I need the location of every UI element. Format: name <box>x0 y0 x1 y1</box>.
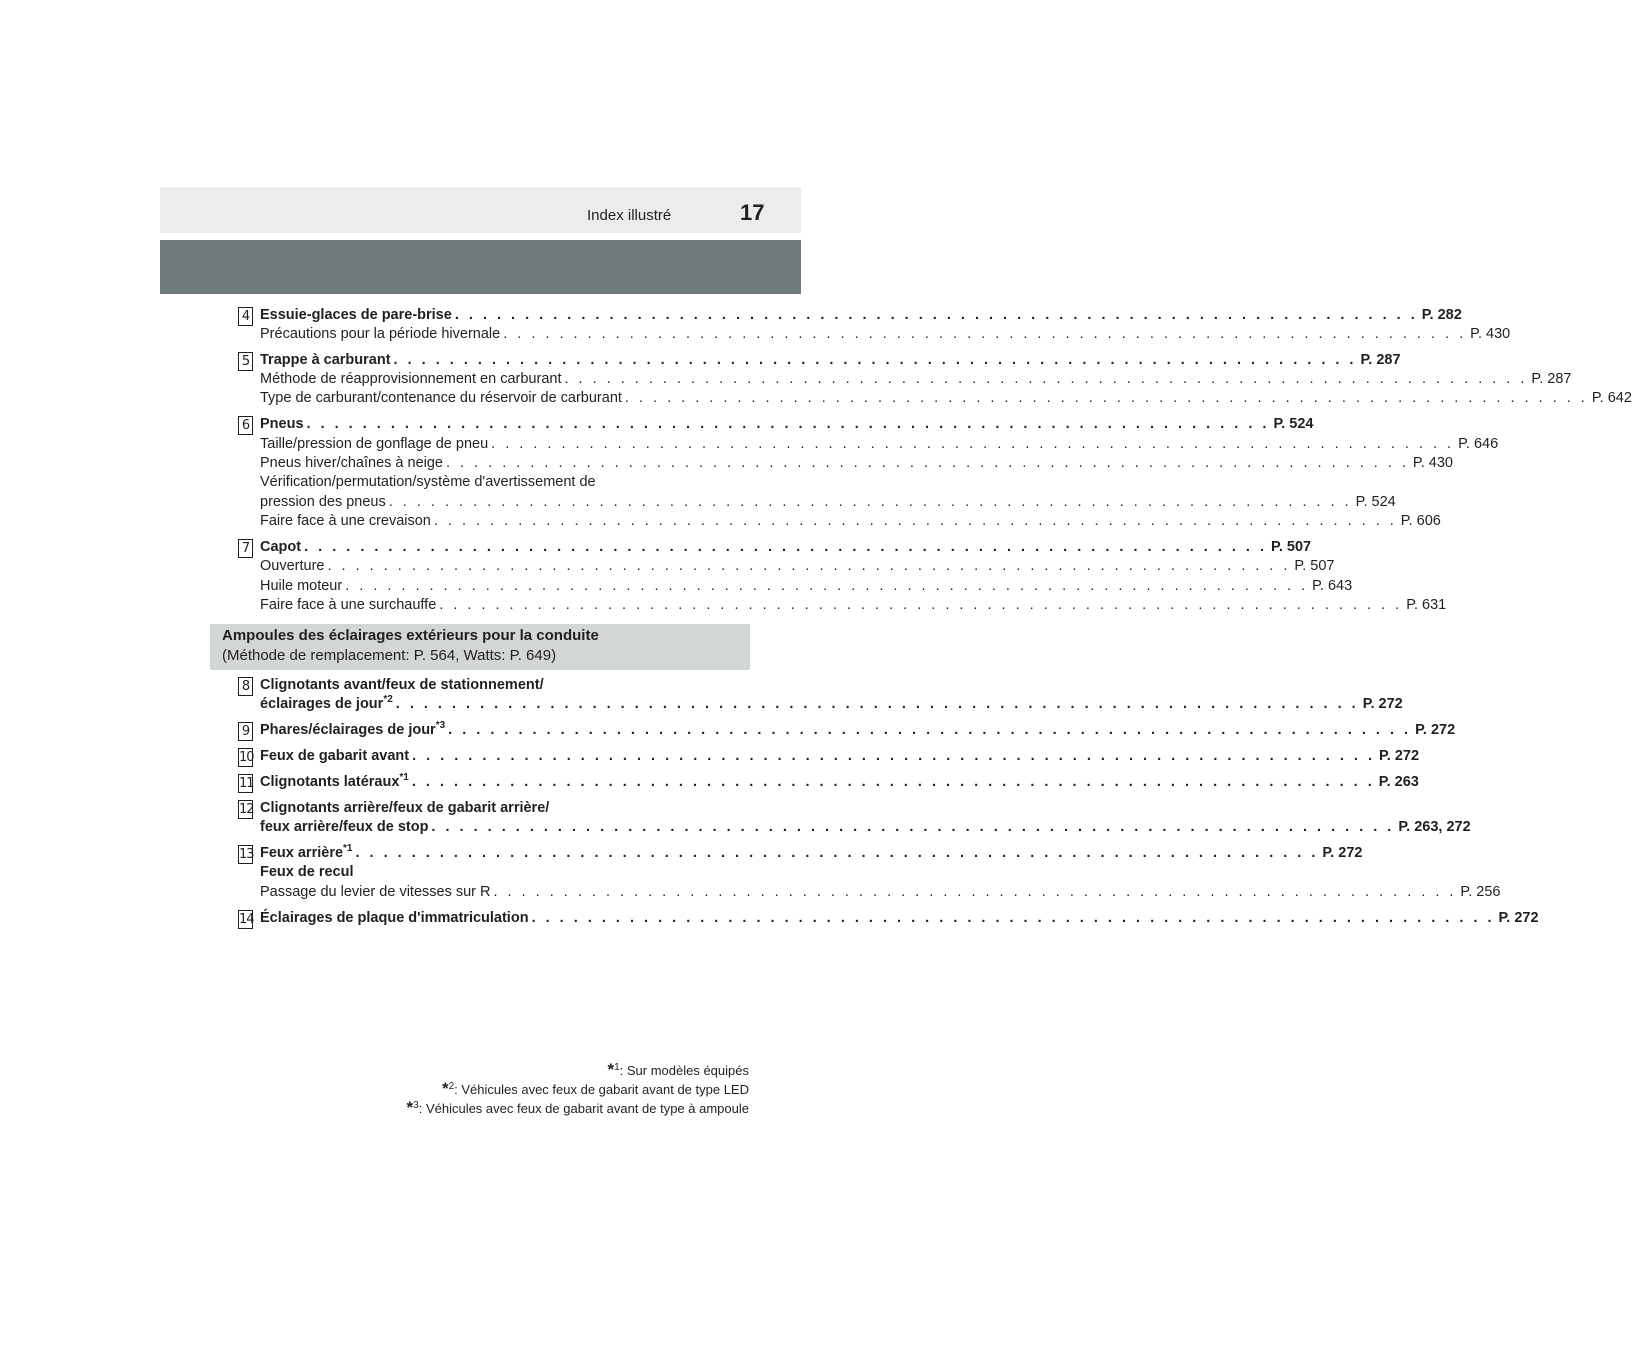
index-line[interactable] <box>260 747 1420 766</box>
page-ref: P. 430 <box>1412 455 1453 471</box>
index-line[interactable] <box>260 415 1314 434</box>
index-line[interactable] <box>260 843 1363 863</box>
index-line[interactable] <box>260 370 1572 389</box>
line-label: Précautions pour la période hivernale <box>260 326 501 342</box>
footnote-mark: 3 <box>413 1100 419 1111</box>
line-label: Ouverture <box>260 558 325 574</box>
footnote-3 <box>407 1100 749 1119</box>
index-line[interactable] <box>260 454 1453 473</box>
line-label <box>260 844 355 863</box>
page-ref: P. 256 <box>1460 884 1501 900</box>
footnote-marker: *3 <box>435 720 446 731</box>
line-label: Méthode de réapprovisionnement en carburant <box>260 371 562 387</box>
leader-dots: . . . . . . . . . . . . . . . . . . . . . . . . . . . . . . . . . . . . . . . . . . . . . . . . . . . . . . . . . . . . . . . . . . . . . <box>388 494 1352 510</box>
index-line[interactable] <box>260 538 1312 557</box>
index-line[interactable] <box>260 818 1471 837</box>
footnote-star: * <box>607 1060 615 1079</box>
line-label: feux arrière/feux de stop <box>260 819 429 835</box>
line-label: Éclairages de plaque d'immatriculation <box>260 910 529 926</box>
leader-dots: . . . . . . . . . . . . . . . . . . . . . . . . . . . . . . . . . . . . . . . . . . . . . . . . . . . . . . . . . . . . . . . . . . . . . <box>355 845 1319 861</box>
leader-dots: . . . . . . . . . . . . . . . . . . . . . . . . . . . . . . . . . . . . . . . . . . . . . . . . . . . . . . . . . . . . . . . . . . . . . <box>446 455 1409 471</box>
line-label: pression des pneus <box>260 494 386 510</box>
item-number-badge: 5 <box>238 352 253 371</box>
page-ref: P. 631 <box>1406 597 1447 613</box>
header-bar <box>160 187 801 233</box>
page-ref: P. 263, 272 <box>1398 819 1471 835</box>
page-ref: P. 643 <box>1312 578 1353 594</box>
footnote-text: : Véhicules avec feux de gabarit avant de type LED <box>454 1082 749 1097</box>
page-ref: P. 646 <box>1458 436 1499 452</box>
index-line[interactable] <box>260 435 1499 454</box>
header-band <box>160 240 801 294</box>
label-text: éclairages de jour <box>260 696 384 712</box>
leader-dots: . . . . . . . . . . . . . . . . . . . . . . . . . . . . . . . . . . . . . . . . . . . . . . . . . . . . . . . . . . . . . . . . . . . . . <box>454 307 1418 323</box>
label-text: Clignotants latéraux <box>260 774 400 790</box>
item-number-badge: 9 <box>238 722 253 741</box>
footnote-text: : Véhicules avec feux de gabarit avant de type à ampoule <box>418 1101 749 1116</box>
section-subtitle: (Méthode de remplacement: P. 564, Watts: P. 649) <box>222 647 557 664</box>
item-number-badge: 8 <box>238 677 253 696</box>
index-line[interactable] <box>260 512 1441 531</box>
line-label: Passage du levier de vitesses sur R <box>260 884 491 900</box>
line-label: Essuie-glaces de pare-brise <box>260 307 452 323</box>
item-number-badge: 11 <box>239 776 254 791</box>
leader-dots: . . . . . . . . . . . . . . . . . . . . . . . . . . . . . . . . . . . . . . . . . . . . . . . . . . . . . . . . . . . . . . . . . . . . . <box>306 416 1270 432</box>
line-label: Faire face à une surchauffe <box>260 597 437 613</box>
leader-dots: . . . . . . . . . . . . . . . . . . . . . . . . . . . . . . . . . . . . . . . . . . . . . . . . . . . . . . . . . . . . . . . . . . . . . <box>433 513 1397 529</box>
label-text: Phares/éclairages de jour <box>260 722 436 738</box>
index-line <box>260 799 723 818</box>
leader-dots: . . . . . . . . . . . . . . . . . . . . . . . . . . . . . . . . . . . . . . . . . . . . . . . . . . . . . . . . . . . . . . . . . . . . . <box>393 352 1357 368</box>
item-number-badge: 12 <box>239 802 254 817</box>
page-ref: P. 507 <box>1271 539 1312 555</box>
leader-dots: . . . . . . . . . . . . . . . . . . . . . . . . . . . . . . . . . . . . . . . . . . . . . . . . . . . . . . . . . . . . . . . . . . . . . <box>448 722 1412 738</box>
line-label: Huile moteur <box>260 578 343 594</box>
leader-dots: . . . . . . . . . . . . . . . . . . . . . . . . . . . . . . . . . . . . . . . . . . . . . . . . . . . . . . . . . . . . . . . . . . . . . <box>503 326 1467 342</box>
item-number-badge: 7 <box>238 539 253 558</box>
leader-dots: . . . . . . . . . . . . . . . . . . . . . . . . . . . . . . . . . . . . . . . . . . . . . . . . . . . . . . . . . . . . . . . . . . . . . <box>304 539 1268 555</box>
leader-dots: . . . . . . . . . . . . . . . . . . . . . . . . . . . . . . . . . . . . . . . . . . . . . . . . . . . . . . . . . . . . . . . . . . . . . <box>493 884 1457 900</box>
index-line[interactable] <box>260 493 1396 512</box>
leader-dots: . . . . . . . . . . . . . . . . . . . . . . . . . . . . . . . . . . . . . . . . . . . . . . . . . . . . . . . . . . . . . . . . . . . . . <box>531 910 1495 926</box>
index-line <box>260 676 723 695</box>
index-line[interactable] <box>260 909 1539 928</box>
index-line[interactable] <box>260 596 1447 615</box>
line-label: Capot <box>260 539 302 555</box>
line-label <box>260 773 412 792</box>
line-label: Faire face à une crevaison <box>260 513 431 529</box>
line-label: Clignotants avant/feux de stationnement/ <box>260 677 544 693</box>
leader-dots: . . . . . . . . . . . . . . . . . . . . . . . . . . . . . . . . . . . . . . . . . . . . . . . . . . . . . . . . . . . . . . . . . . . . . <box>431 819 1395 835</box>
leader-dots: . . . . . . . . . . . . . . . . . . . . . . . . . . . . . . . . . . . . . . . . . . . . . . . . . . . . . . . . . . . . . . . . . . . . . <box>345 578 1309 594</box>
page-ref: P. 272 <box>1379 748 1420 764</box>
footnote-mark: 2 <box>448 1081 455 1092</box>
footnote-star: * <box>406 1098 414 1117</box>
leader-dots: . . . . . . . . . . . . . . . . . . . . . . . . . . . . . . . . . . . . . . . . . . . . . . . . . . . . . . . . . . . . . . . . . . . . . <box>395 696 1359 712</box>
item-number-badge: 13 <box>239 847 254 862</box>
leader-dots: . . . . . . . . . . . . . . . . . . . . . . . . . . . . . . . . . . . . . . . . . . . . . . . . . . . . . . . . . . . . . . . . . . . . . <box>491 436 1455 452</box>
footnote-marker: *1 <box>399 772 409 783</box>
item-number-badge: 4 <box>238 307 253 326</box>
line-label <box>260 695 396 714</box>
index-line[interactable] <box>260 306 1462 325</box>
line-label: Trappe à carburant <box>260 352 391 368</box>
line-label: Type de carburant/contenance du réservoir de carburant <box>260 390 622 406</box>
footnote-star: * <box>441 1079 449 1098</box>
index-line[interactable] <box>260 557 1335 576</box>
index-line <box>260 473 723 492</box>
section-title: Ampoules des éclairages extérieurs pour la conduite <box>222 627 599 644</box>
footnote-mark: 1 <box>614 1062 620 1073</box>
footnote-marker: *1 <box>343 843 353 854</box>
line-label: Pneus <box>260 416 304 432</box>
index-line <box>260 863 723 882</box>
page-ref: P. 263 <box>1378 774 1419 790</box>
index-line[interactable] <box>260 577 1353 596</box>
index-line[interactable] <box>260 351 1401 370</box>
line-label <box>260 721 448 740</box>
footnote-1 <box>407 1062 749 1081</box>
leader-dots: . . . . . . . . . . . . . . . . . . . . . . . . . . . . . . . . . . . . . . . . . . . . . . . . . . . . . . . . . . . . . . . . . . . . . <box>439 597 1403 613</box>
index-line[interactable] <box>260 883 1501 902</box>
index-line[interactable] <box>260 694 1403 714</box>
footnotes <box>407 1062 749 1119</box>
page-ref: P. 287 <box>1531 371 1572 387</box>
line-label: Vérification/permutation/système d'avertissement de <box>260 474 596 490</box>
page-header-title: Index illustré <box>587 207 672 224</box>
page-ref: P. 524 <box>1273 416 1314 432</box>
leader-dots: . . . . . . . . . . . . . . . . . . . . . . . . . . . . . . . . . . . . . . . . . . . . . . . . . . . . . . . . . . . . . . . . . . . . . <box>411 774 1375 790</box>
item-number-badge: 6 <box>238 416 253 435</box>
page-ref: P. 507 <box>1294 558 1335 574</box>
index-line[interactable] <box>260 720 1456 740</box>
page-number: 17 <box>740 200 765 225</box>
leader-dots: . . . . . . . . . . . . . . . . . . . . . . . . . . . . . . . . . . . . . . . . . . . . . . . . . . . . . . . . . . . . . . . . . . . . . <box>564 371 1528 387</box>
page-ref: P. 272 <box>1322 845 1363 861</box>
line-label: Pneus hiver/chaînes à neige <box>260 455 443 471</box>
page-ref: P. 642 <box>1591 390 1632 406</box>
page-ref: P. 272 <box>1498 910 1539 926</box>
leader-dots: . . . . . . . . . . . . . . . . . . . . . . . . . . . . . . . . . . . . . . . . . . . . . . . . . . . . . . . . . . . . . . . . . . . . . <box>327 558 1291 574</box>
page-ref: P. 272 <box>1362 696 1403 712</box>
footnote-marker: *2 <box>383 694 393 705</box>
leader-dots: . . . . . . . . . . . . . . . . . . . . . . . . . . . . . . . . . . . . . . . . . . . . . . . . . . . . . . . . . . . . . . . . . . . . . <box>412 748 1375 764</box>
line-label: Feux de recul <box>260 864 354 880</box>
index-line[interactable] <box>260 325 1511 344</box>
page-ref: P. 282 <box>1421 307 1462 323</box>
label-text: Feux arrière <box>260 845 344 861</box>
line-label: Clignotants arrière/feux de gabarit arrière/ <box>260 800 550 816</box>
index-line[interactable] <box>260 389 1632 408</box>
footnote-text: : Sur modèles équipés <box>619 1063 749 1078</box>
page-ref: P. 430 <box>1470 326 1511 342</box>
footnote-2 <box>407 1081 749 1100</box>
line-label: Taille/pression de gonflage de pneu <box>260 436 489 452</box>
line-label: Feux de gabarit avant <box>260 748 410 764</box>
item-number-badge: 14 <box>239 912 254 927</box>
item-number-badge: 10 <box>239 750 254 765</box>
page-ref: P. 524 <box>1355 494 1396 510</box>
page-ref: P. 272 <box>1415 722 1456 738</box>
index-line[interactable] <box>260 772 1419 792</box>
page-ref: P. 606 <box>1400 513 1441 529</box>
page-ref: P. 287 <box>1360 352 1401 368</box>
leader-dots: . . . . . . . . . . . . . . . . . . . . . . . . . . . . . . . . . . . . . . . . . . . . . . . . . . . . . . . . . . . . . . . . . . . . . <box>624 390 1588 406</box>
